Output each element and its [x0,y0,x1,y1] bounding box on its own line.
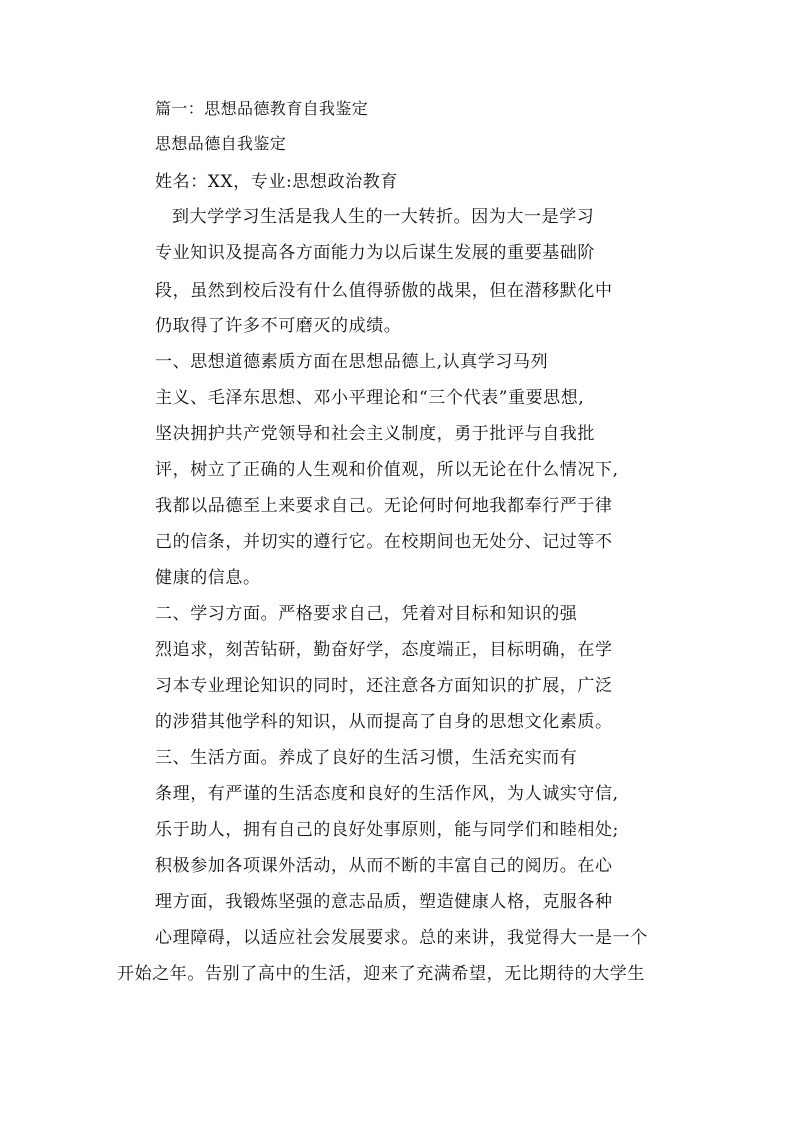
text-line: 坚决拥护共产党领导和社会主义制度，勇于批评与自我批 [155,424,595,444]
text-line: 开始之年。告别了高中的生活，迎来了充满希望，无比期待的大学生 [117,964,645,984]
text-line: 的涉猎其他学科的知识，从而提高了自身的思想文化素质。 [155,712,613,732]
text-line: 乐于助人，拥有自己的良好处事原则，能与同学们和睦相处; [155,820,619,840]
text-line: 积极参加各项课外活动，从而不断的丰富自己的阅历。在心 [155,856,613,876]
section-two-heading-line: 二、学习方面。严格要求自己，凭着对目标和知识的强 [155,604,578,624]
section-one-heading-line: 一、思想道德素质方面在思想品德上,认真学习马列 [155,352,549,372]
text-line: 我都以品德至上来要求自己。无论何时何地我都奉行严于律 [155,496,613,516]
text-line: 专业知识及提高各方面能力为以后谋生发展的重要基础阶 [155,243,595,263]
text-line: 条理，有严谨的生活态度和良好的生活作风，为人诚实守信, [155,784,619,804]
document-subtitle: 思想品德自我鉴定 [155,134,287,153]
document-heading: 篇一：思想品德教育自我鉴定 [155,99,369,118]
section-three-heading-line: 三、生活方面。养成了良好的生活习惯，生活充实而有 [155,748,578,768]
text-line: 主义、毛泽东思想、邓小平理论和“三个代表”重要思想, [155,388,585,408]
text-line: 仍取得了许多不可磨灭的成绩。 [155,316,402,336]
text-line: 理方面，我锻炼坚强的意志品质，塑造健康人格，克服各种 [155,892,613,912]
text-line: 段，虽然到校后没有什么值得骄傲的战果，但在潜移默化中 [155,281,613,301]
author-info-line: 姓名：XX，专业:思想政治教育 [155,172,398,192]
text-line: 评，树立了正确的人生观和价值观，所以无论在什么情况下, [155,460,619,480]
text-line: 健康的信息。 [155,568,261,588]
text-line: 心理障碍，以适应社会发展要求。总的来讲，我觉得大一是一个 [155,928,648,948]
text-line: 到大学学习生活是我人生的一大转折。因为大一是学习 [172,207,595,227]
text-line: 习本专业理论知识的同时，还注意各方面知识的扩展，广泛 [155,676,613,696]
text-line: 烈追求，刻苦钻研，勤奋好学，态度端正，目标明确，在学 [155,640,613,660]
text-line: 己的信条，并切实的遵行它。在校期间也无处分、记过等不 [155,532,613,552]
